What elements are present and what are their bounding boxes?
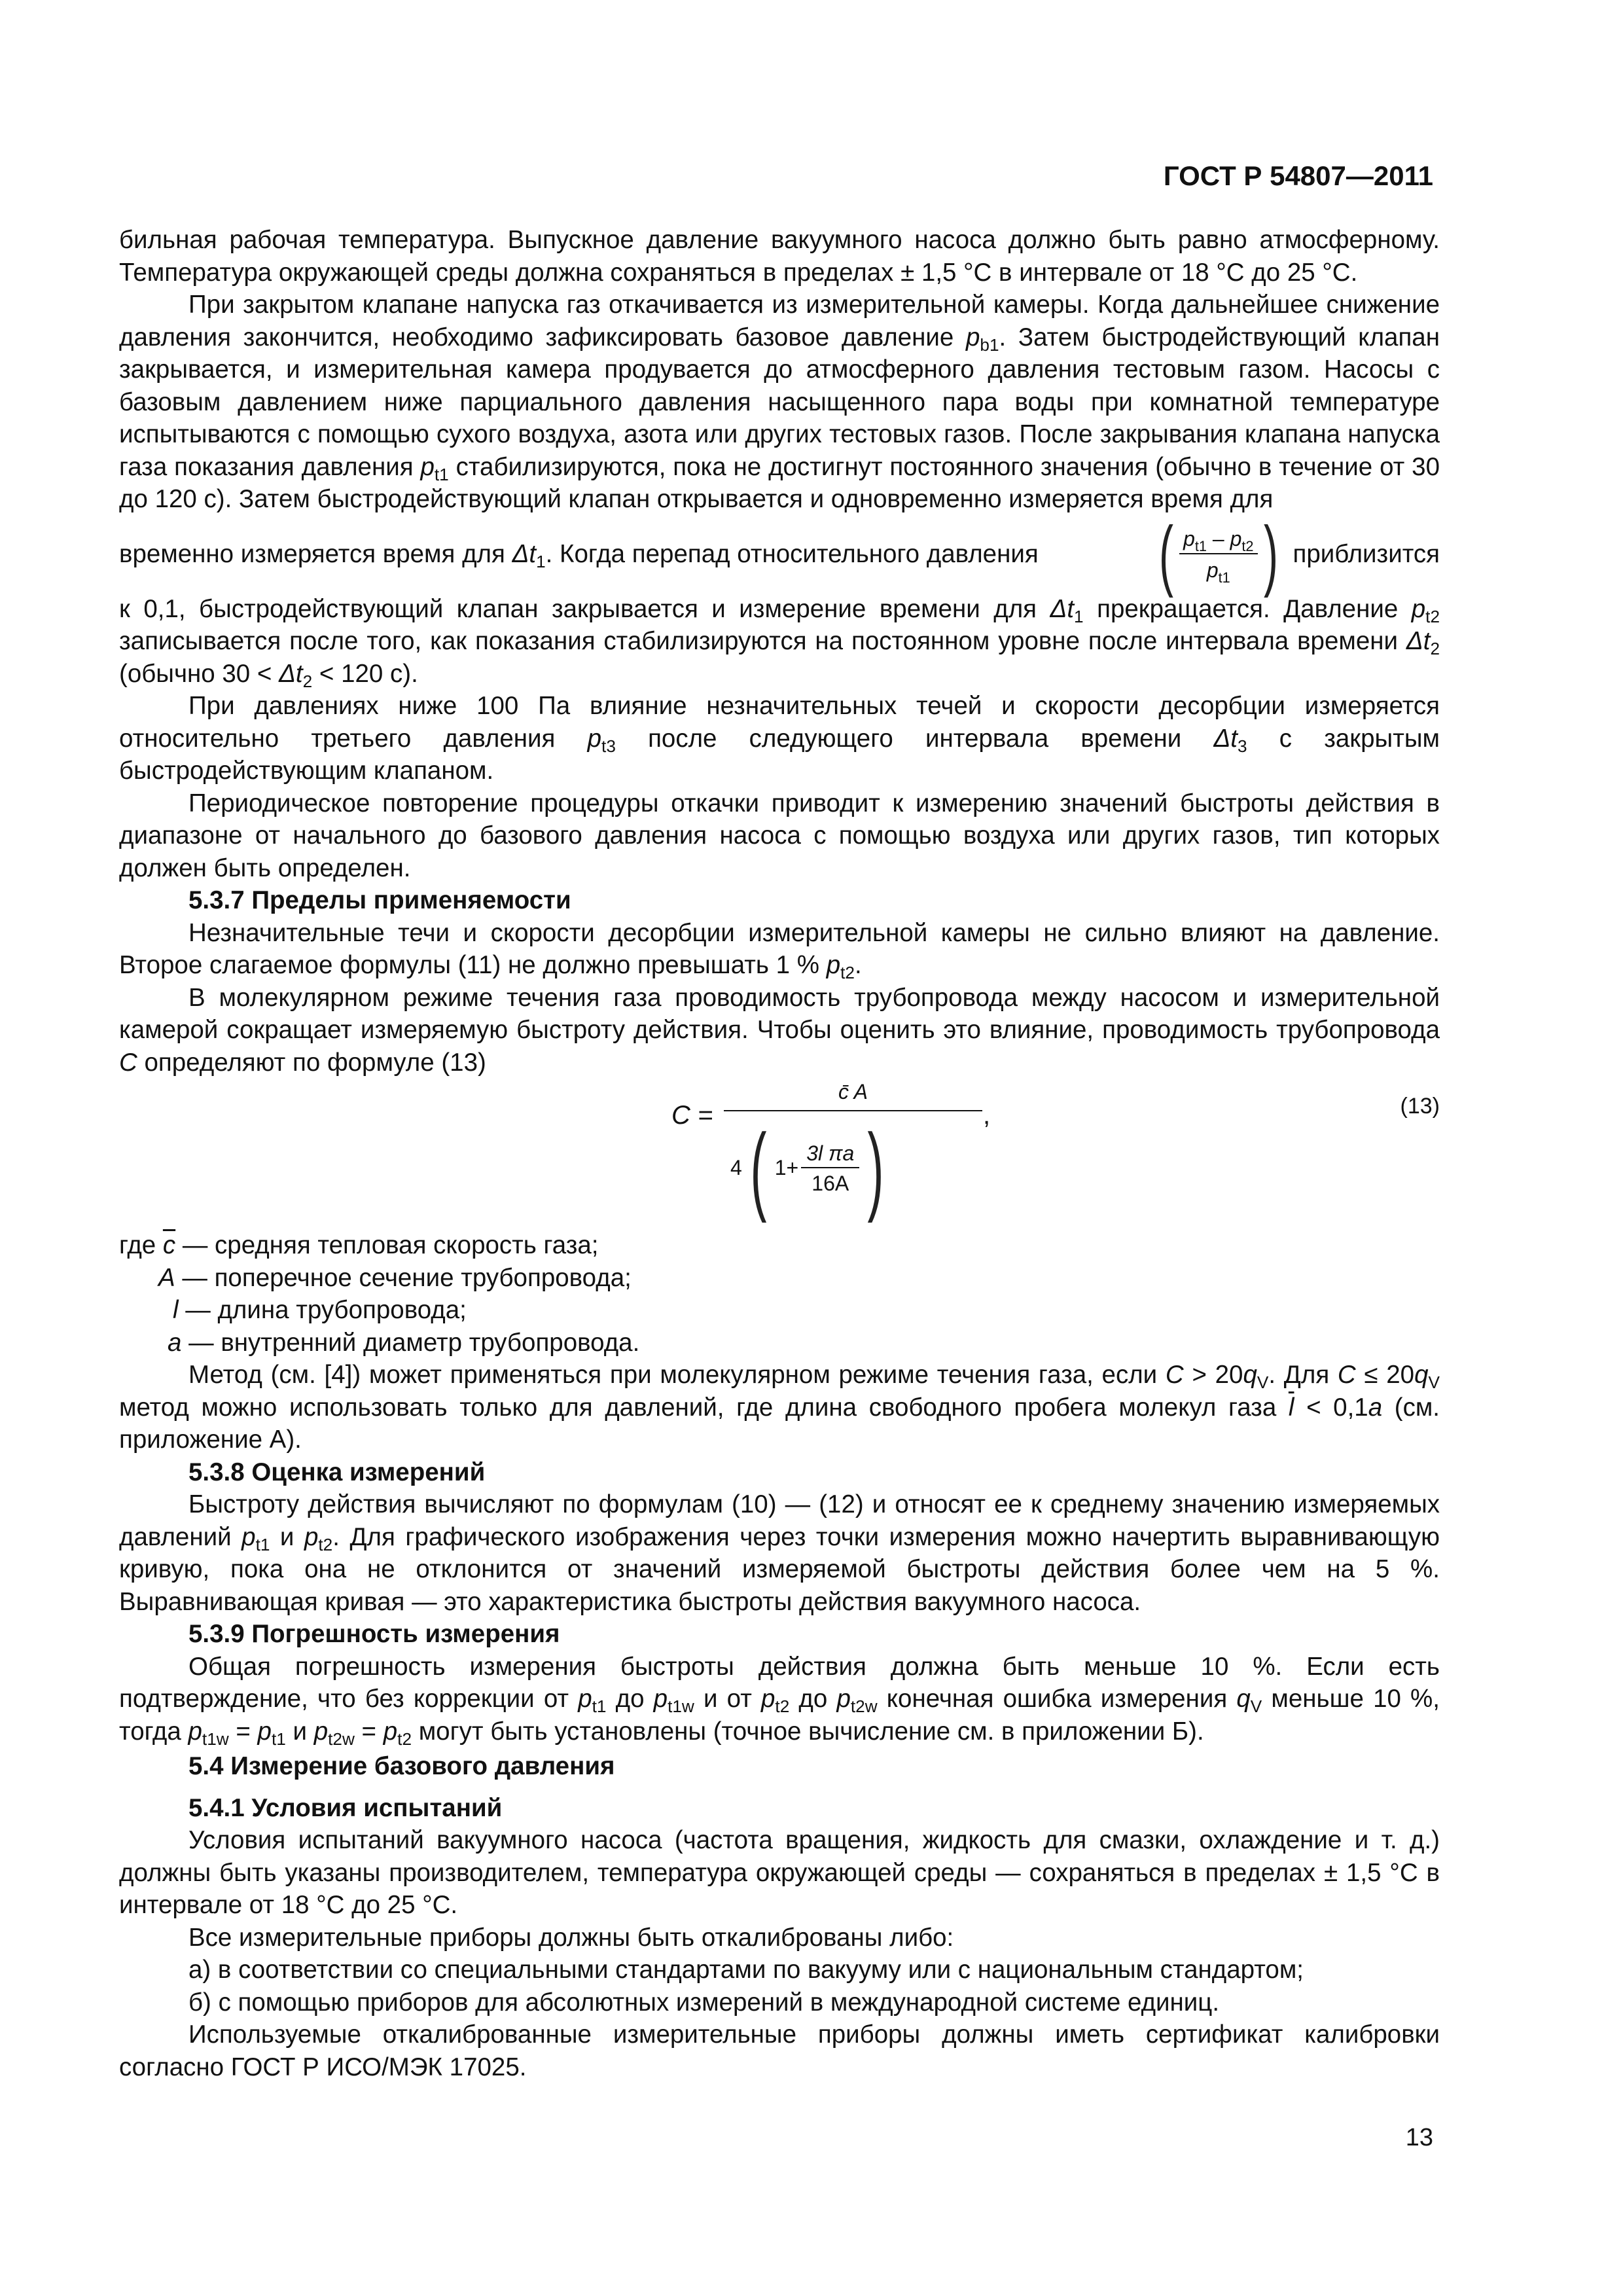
page-header: ГОСТ Р 54807—2011 bbox=[1163, 160, 1433, 191]
section-heading-5-3-7: 5.3.7 Пределы применяемости bbox=[188, 886, 571, 914]
formula-number: (13) bbox=[1400, 1094, 1440, 1119]
pressure-ratio-fraction: ( $\frac{p_{t1} - p_{t2}}{p_{t1}}$ ) bbox=[1159, 510, 1278, 598]
paragraph-line-with-fraction: временно измеряется время для $\Delta t_1$. Когда перепад относительного давления ( $\frac{p_{t1} - p_{t2}}{p_{t1}}$ ) приблизится bbox=[119, 510, 1440, 598]
paragraph: бильная рабочая температура. Выпускное давление вакуумного насоса должно быть равно атмосферному. Температура окружающей среды должна сохраняться в пределах ± 1,5 °С в интервале от 18 °С до 25 °С. bbox=[119, 226, 1440, 287]
page-number: 13 bbox=[1405, 2124, 1433, 2151]
paragraph: В молекулярном режиме течения газа проводимость трубопровода между насосом и измерительной камерой сокращает измеряемую быстроту действия. Чтобы оценить это влияние, проводимость трубопровода C определяют по формуле (13) bbox=[119, 983, 1440, 1077]
symbol-definitions: где $\overline{c}$ — средняя тепловая скорость газа; A — поперечное сечение трубопровода; l — длина трубопровода; a — внутренний диаметр трубопровода. bbox=[119, 1231, 640, 1357]
paragraph: При закрытом клапане напуска газ откачивается из измерительной камеры. Когда дальнейшее снижение давления закончится, необходимо зафиксировать базовое давление $p_{b1}$. Затем быстродействующий клапан закрывается, и измерительная камера продувается до атмосферного давления тестовым газом. Насосы с базовым давлением ниже парциального давления насыщенного пара воды при комнатной температуре испытываются с помощью сухого воздуха, азота или других тестовых газов. После закрывания клапана напуска газа показания давления $p_{t1}$ стабилизируются, пока не достигнут постоянного значения (обычно в течение от 30 до 120 с). Затем быстродействующий клапан открывается и одновременно измеряется время для bbox=[119, 291, 1440, 513]
formula-fraction: c̄ A 4 ( 1+ $\frac{\text{3l πa}}{16A}$ ) bbox=[724, 1079, 982, 1216]
list-item: б) с помощью приборов для абсолютных измерений в международной системе единиц. bbox=[188, 1988, 1220, 2017]
section-heading-5-4-1: 5.4.1 Условия испытаний bbox=[188, 1793, 503, 1822]
paragraph: Все измерительные приборы должны быть откалиброваны либо: bbox=[188, 1923, 954, 1952]
formula-13: C = c̄ A 4 ( 1+ $\frac{\text{3l πa}}{16A}$ ) , (13) bbox=[671, 1080, 1440, 1223]
paragraph: При давлениях ниже 100 Па влияние незначительных течей и скорости десорбции измеряется относительно третьего давления $p_{t3}$ после следующего интервала времени $\Delta t_3$ с закрытым быстродействующим клапаном. bbox=[119, 692, 1440, 785]
list-item: а) в соответствии со специальными стандартами по вакууму или с национальным стандартом; bbox=[188, 1956, 1304, 1984]
paragraph: Используемые откалиброванные измерительные приборы должны иметь сертификат калибровки согласно ГОСТ Р ИСО/МЭК 17025. bbox=[119, 2020, 1440, 2081]
section-heading-5-3-8: 5.3.8 Оценка измерений bbox=[188, 1458, 486, 1486]
paragraph: Незначительные течи и скорости десорбции измерительной камеры не сильно влияют на давление. Второе слагаемое формулы (11) не должно превышать 1 % $p_{t2}$. bbox=[119, 918, 1440, 982]
paragraph: к 0,1, быстродействующий клапан закрывается и измерение времени для $\Delta t_1$ прекращается. Давление $p_{t2}$ записывается после того, как показания стабилизируются на постоянном уровне после интервала времени $\Delta t_2$ (обычно $30 < \Delta t_2 < 120$ с). bbox=[119, 594, 1440, 691]
document-body bbox=[119, 224, 1440, 2083]
section-heading-5-4: 5.4 Измерение базового давления bbox=[188, 1752, 615, 1780]
paragraph: Общая погрешность измерения быстроты действия должна быть меньше 10 %. Если есть подтверждение, что без коррекции от $p_{t1}$ до $p_{t1w}$ и от $p_{t2}$ до $p_{t2w}$ конечная ошибка измерения $q_V$ меньше 10 %, тогда $p_{t1w} = p_{t1}$ и $p_{t2w} = p_{t2}$ могут быть установлены (точное вычисление см. в приложении Б). bbox=[119, 1652, 1440, 1749]
paragraph: Метод (см. [4]) может применяться при молекулярном режиме течения газа, если $C > 20q_V$. Для $C \le 20q_V$ метод можно использовать только для давлений, где длина свободного пробега молекул газа $\overline{l} < 0,1a$ (см. приложение А). bbox=[119, 1361, 1440, 1454]
section-heading-5-3-9: 5.3.9 Погрешность измерения bbox=[188, 1620, 560, 1648]
paragraph: Периодическое повторение процедуры откачки приводит к измерению значений быстроты действия в диапазоне от начального до базового давления насоса с помощью воздуха или других газов, тип которых должен быть определен. bbox=[119, 789, 1440, 882]
paragraph: Быстроту действия вычисляют по формулам (10) — (12) и относят ее к среднему значению измеряемых давлений $p_{t1}$ и $p_{t2}$. Для графического изображения через точки измерения можно начертить выравнивающую кривую, пока она не отклонится от значений измеряемой быстроты действия более чем на 5 %. Выравнивающая кривая — это характеристика быстроты действия вакуумного насоса. bbox=[119, 1490, 1440, 1616]
paragraph: Условия испытаний вакуумного насоса (частота вращения, жидкость для смазки, охлаждение и т. д.) должны быть указаны производителем, температура окружающей среды — сохраняться в пределах ± 1,5 °С в интервале от 18 °С до 25 °С. bbox=[119, 1826, 1440, 1919]
